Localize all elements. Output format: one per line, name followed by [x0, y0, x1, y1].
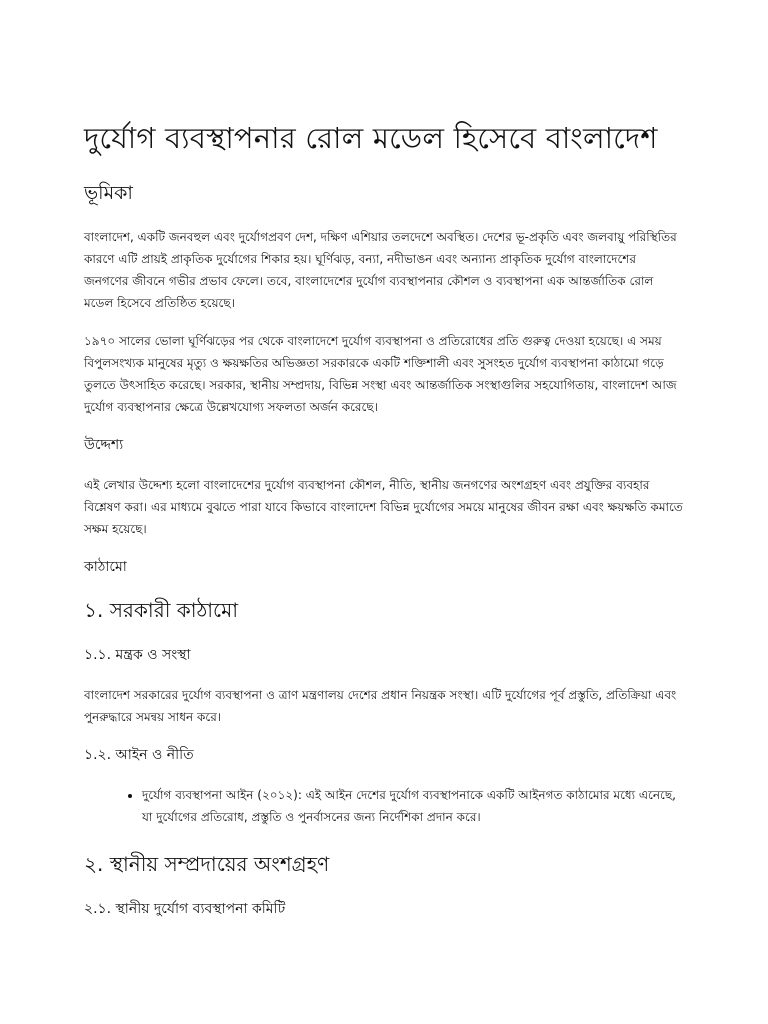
section-2-heading: ২. স্থানীয় সম্প্রদায়ের অংশগ্রহণ [84, 852, 330, 876]
document-title: দুর্যোগ ব্যবস্থাপনার রোল মডেল হিসেবে বাংলাদেশ [84, 121, 658, 155]
document-page [84, 118, 684, 938]
section-1-2-list [84, 784, 684, 828]
section-1-1-paragraph: বাংলাদেশ সরকারের দুর্যোগ ব্যবস্থাপনা ও ত্রাণ মন্ত্রণালয় দেশের প্রধান নিয়ন্ত্রক সংস্থা। এটি দুর্যোগের পূর্ব প্রস্তুতি, প্রতিক্রিয়া এবং পুনরুদ্ধারে সমন্বয় সাধন করে। [84, 688, 677, 724]
objective-heading: উদ্দেশ্য [84, 437, 124, 453]
objective-paragraph: এই লেখার উদ্দেশ্য হলো বাংলাদেশের দুর্যোগ ব্যবস্থাপনা কৌশল, নীতি, স্থানীয় জনগণের অংশগ্রহণ এবং প্রযুক্তির ব্যবহার বিশ্লেষণ করা। এর মাধ্যমে বুঝতে পারা যাবে কিভাবে বাংলাদেশ বিভিন্ন দুর্যোগের সময়ে মানুষের জীবন রক্ষা এবং ক্ষয়ক্ষতি কমাতে সক্ষম হয়েছে। [84, 478, 683, 536]
intro-heading: ভূমিকা [84, 182, 133, 204]
section-1-2-heading: ১.২. আইন ও নীতি [84, 747, 194, 763]
section-1-1-heading: ১.১. মন্ত্রক ও সংস্থা [84, 647, 191, 663]
section-1-heading: ১. সরকারী কাঠামো [84, 598, 239, 622]
intro-paragraph-2: ১৯৭০ সালের ভোলা ঘূর্ণিঝড়ের পর থেকে বাংলাদেশে দুর্যোগ ব্যবস্থাপনা ও প্রতিরোধের প্রতি গুরুত্ব দেওয়া হয়েছে। এ সময় বিপুলসংখ্যক মানুষের মৃত্যু ও ক্ষয়ক্ষতির অভিজ্ঞতা সরকারকে একটি শক্তিশালী এবং সুসংহত দুর্যোগ ব্যবস্থাপনা কাঠামো গড়ে তুলতে উৎসাহিত করেছে। সরকার, স্থানীয় সম্প্রদায়, বিভিন্ন সংস্থা এবং আন্তর্জাতিক সংস্থাগুলির সহযোগিতায়, বাংলাদেশ আজ দুর্যোগ ব্যবস্থাপনার ক্ষেত্রে উল্লেখযোগ্য সফলতা অর্জন করেছে। [84, 334, 677, 414]
section-2-1-heading: ২.১. স্থানীয় দুর্যোগ ব্যবস্থাপনা কমিটি [84, 901, 286, 917]
intro-paragraph-1: বাংলাদেশ, একটি জনবহুল এবং দুর্যোগপ্রবণ দেশ, দক্ষিণ এশিয়ার তলদেশে অবস্থিত। দেশের ভূ-প্রকৃতি এবং জলবায়ু পরিস্থিতির কারণে এটি প্রায়ই প্রাকৃতিক দুর্যোগের শিকার হয়। ঘূর্ণিঝড়, বন্যা, নদীভাঙন এবং অন্যান্য প্রাকৃতিক দুর্যোগ বাংলাদেশের জনগণের জীবনে গভীর প্রভাব ফেলে। তবে, বাংলাদেশের দুর্যোগ ব্যবস্থাপনার কৌশল ও ব্যবস্থাপনা এক আন্তর্জাতিক রোল মডেল হিসেবে প্রতিষ্ঠিত হয়েছে। [84, 230, 677, 310]
list-item: • দুর্যোগ ব্যবস্থাপনা আইন (২০১২): এই আইন দেশের দুর্যোগ ব্যবস্থাপনাকে একটি আইনগত কাঠামোর মধ্যে এনেছে, যা দুর্যোগের প্রতিরোধ, প্রস্তুতি ও পুনর্বাসনের জন্য নির্দেশিকা প্রদান করে। [142, 784, 684, 828]
framework-heading: কাঠামো [84, 559, 127, 575]
